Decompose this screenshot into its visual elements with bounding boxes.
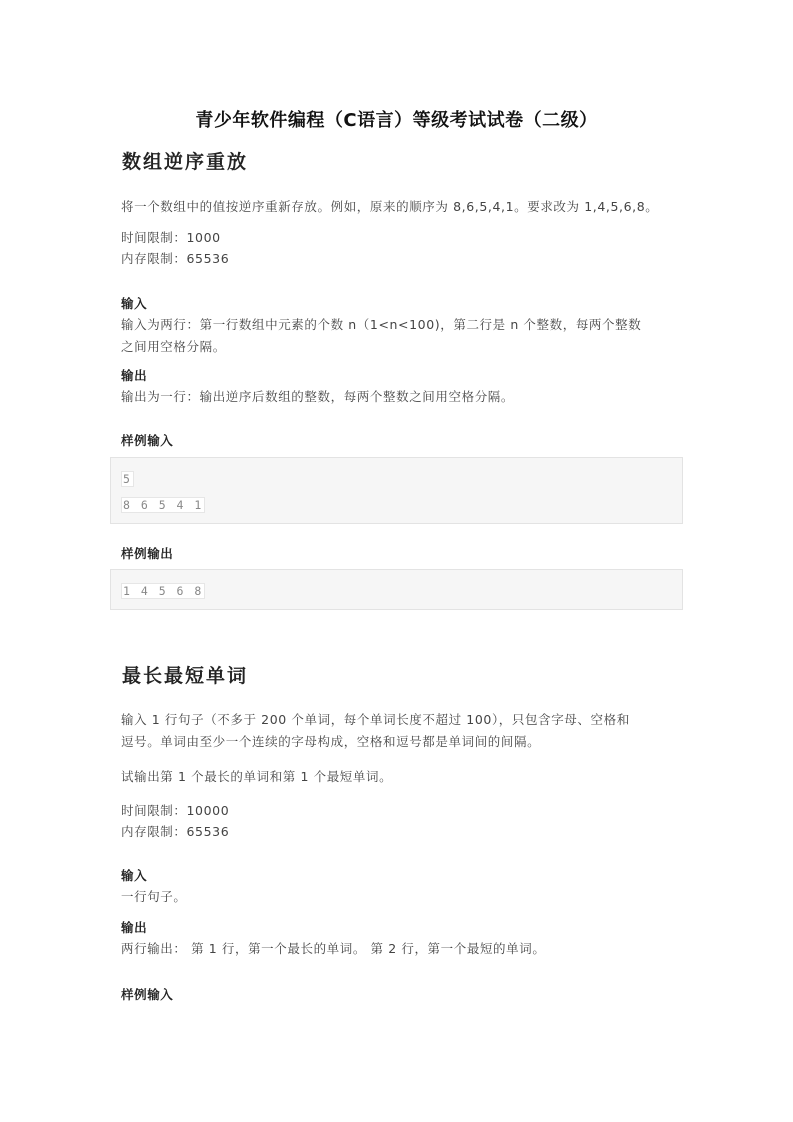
problem-title: 最长最短单词 <box>122 665 249 687</box>
sample-output-label: 样例输出 <box>121 546 174 561</box>
input-label: 输入 <box>121 296 148 311</box>
input-description-line1: 输入为两行：第一行数组中元素的个数 n（1<n<100)，第二行是 n 个整数，每两个整数 <box>121 317 642 332</box>
memory-limit: 内存限制：65536 <box>121 251 230 266</box>
sample-input-label: 样例输入 <box>121 433 174 448</box>
sample-output-line: 1 4 5 6 8 <box>123 584 204 598</box>
sample-output-code-block <box>110 569 683 610</box>
time-limit: 时间限制：10000 <box>121 803 230 818</box>
input-description: 一行句子。 <box>121 889 187 904</box>
output-label: 输出 <box>121 920 148 935</box>
output-label: 输出 <box>121 368 148 383</box>
sample-input-line: 5 <box>123 472 132 486</box>
problem-task: 试输出第 1 个最长的单词和第 1 个最短单词。 <box>121 769 393 784</box>
problem-description-line2: 逗号。单词由至少一个连续的字母构成，空格和逗号都是单词间的间隔。 <box>121 734 541 749</box>
problem-title: 数组逆序重放 <box>122 151 249 173</box>
problem-description-line1: 输入 1 行句子（不多于 200 个单词，每个单词长度不超过 100），只包含字母、空格和 <box>121 712 630 727</box>
problem-description: 将一个数组中的值按逆序重新存放。例如，原来的顺序为 8,6,5,4,1。要求改为 1,4,5,6,8。 <box>121 199 659 214</box>
memory-limit: 内存限制：65536 <box>121 824 230 839</box>
sample-input-code-block <box>110 457 683 524</box>
output-description: 输出为一行：输出逆序后数组的整数，每两个整数之间用空格分隔。 <box>121 389 515 404</box>
time-limit: 时间限制：1000 <box>121 230 221 245</box>
sample-input-label: 样例输入 <box>121 987 174 1002</box>
sample-input-line: 8 6 5 4 1 <box>123 498 204 512</box>
output-description: 两行输出： 第 1 行，第一个最长的单词。 第 2 行，第一个最短的单词。 <box>121 941 546 956</box>
input-description-line2: 之间用空格分隔。 <box>121 339 226 354</box>
input-label: 输入 <box>121 868 148 883</box>
document-title: 青少年软件编程（C语言）等级考试试卷（二级） <box>195 110 598 131</box>
